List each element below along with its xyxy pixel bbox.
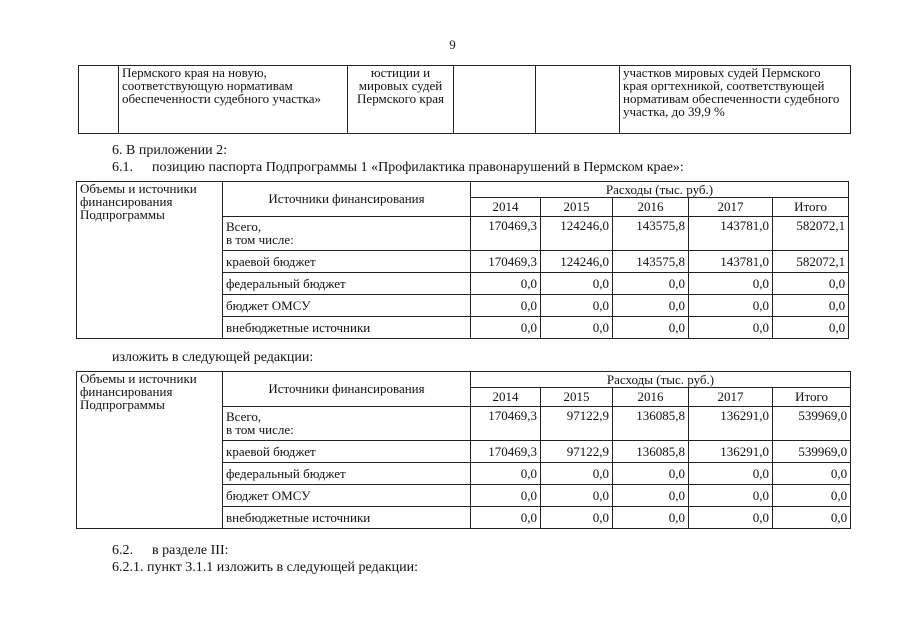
year-header: 2015 (541, 198, 613, 216)
value-cell: 143575,8 (613, 251, 689, 272)
year-header: 2014 (471, 198, 541, 216)
value-cell: 0,0 (689, 485, 773, 506)
value-cell: 136085,8 (613, 441, 689, 462)
continuation-cell-6: участков мировых судей Пермского края оргтехникой, соответствующей нормативам обеспеченности судебного участка, до 39,9 % (620, 66, 851, 134)
value-cell: 143781,0 (689, 251, 773, 272)
value-cell: 0,0 (541, 295, 613, 316)
value-cell: 0,0 (541, 272, 613, 294)
source-name: Всего, в том числе: (223, 406, 471, 441)
item-6-2-text: в разделе III: (152, 543, 229, 558)
funding-table-new (76, 371, 851, 529)
source-name: федеральный бюджет (223, 272, 471, 294)
value-cell: 0,0 (471, 462, 541, 484)
value-cell: 124246,0 (541, 251, 613, 272)
value-cell: 0,0 (541, 506, 613, 528)
value-cell: 170469,3 (471, 251, 541, 272)
year-header: 2017 (689, 388, 773, 406)
source-name: внебюджетные источники (223, 316, 471, 338)
source-name: бюджет ОМСУ (223, 485, 471, 506)
item-6: 6. В приложении 2: (112, 143, 228, 158)
item-6-2-1: 6.2.1. пункт 3.1.1 изложить в следующей редакции: (112, 560, 418, 575)
value-cell: 0,0 (773, 462, 851, 484)
value-cell: 582072,1 (773, 251, 849, 272)
source-name: краевой бюджет (223, 251, 471, 272)
value-cell: 124246,0 (541, 216, 613, 251)
continuation-cell-5 (536, 66, 620, 134)
value-cell: 170469,3 (471, 406, 541, 441)
continuation-cell-4 (454, 66, 536, 134)
year-header: Итого (773, 388, 851, 406)
value-cell: 0,0 (471, 272, 541, 294)
value-cell: 170469,3 (471, 441, 541, 462)
year-header: 2016 (613, 388, 689, 406)
year-header: 2015 (541, 388, 613, 406)
continuation-table (78, 65, 851, 134)
value-cell: 0,0 (541, 316, 613, 338)
value-cell: 0,0 (541, 485, 613, 506)
year-header: 2016 (613, 198, 689, 216)
value-cell: 143781,0 (689, 216, 773, 251)
value-cell: 97122,9 (541, 441, 613, 462)
value-cell: 136291,0 (689, 441, 773, 462)
value-cell: 143575,8 (613, 216, 689, 251)
sources-header: Источники финансирования (223, 372, 471, 407)
year-header: 2014 (471, 388, 541, 406)
funding-label: Объемы и источники финансирования Подпрограммы (77, 372, 223, 529)
value-cell: 136085,8 (613, 406, 689, 441)
value-cell: 0,0 (773, 272, 849, 294)
value-cell: 170469,3 (471, 216, 541, 251)
funding-label: Объемы и источники финансирования Подпрограммы (77, 182, 223, 339)
source-name: федеральный бюджет (223, 462, 471, 484)
value-cell: 0,0 (773, 506, 851, 528)
value-cell: 0,0 (613, 272, 689, 294)
value-cell: 0,0 (773, 316, 849, 338)
value-cell: 0,0 (689, 295, 773, 316)
sources-header: Источники финансирования (223, 182, 471, 217)
restate-text: изложить в следующей редакции: (112, 350, 314, 365)
value-cell: 0,0 (613, 316, 689, 338)
item-6-1-text: позицию паспорта Подпрограммы 1 «Профилактика правонарушений в Пермском крае»: (152, 160, 684, 175)
value-cell: 0,0 (613, 462, 689, 484)
value-cell: 0,0 (471, 485, 541, 506)
value-cell: 0,0 (773, 295, 849, 316)
value-cell: 539969,0 (773, 406, 851, 441)
source-name: краевой бюджет (223, 441, 471, 462)
expenses-header: Расходы (тыс. руб.) (471, 182, 849, 198)
continuation-cell-1 (79, 66, 119, 134)
funding-table-old (76, 181, 849, 339)
value-cell: 0,0 (471, 506, 541, 528)
value-cell: 0,0 (613, 485, 689, 506)
value-cell: 0,0 (471, 295, 541, 316)
value-cell: 136291,0 (689, 406, 773, 441)
value-cell: 0,0 (773, 485, 851, 506)
value-cell: 582072,1 (773, 216, 849, 251)
value-cell: 0,0 (613, 506, 689, 528)
value-cell: 0,0 (689, 506, 773, 528)
value-cell: 0,0 (689, 272, 773, 294)
item-6-2-number: 6.2. (112, 543, 133, 558)
value-cell: 0,0 (471, 316, 541, 338)
expenses-header: Расходы (тыс. руб.) (471, 372, 851, 388)
value-cell: 0,0 (541, 462, 613, 484)
source-name: внебюджетные источники (223, 506, 471, 528)
page-number: 9 (449, 37, 456, 52)
value-cell: 0,0 (613, 295, 689, 316)
year-header: 2017 (689, 198, 773, 216)
source-name: бюджет ОМСУ (223, 295, 471, 316)
continuation-cell-2: Пермского края на новую, соответствующую нормативам обеспеченности судебного участка» (119, 66, 348, 134)
year-header: Итого (773, 198, 849, 216)
source-name: Всего, в том числе: (223, 216, 471, 251)
value-cell: 0,0 (689, 462, 773, 484)
value-cell: 539969,0 (773, 441, 851, 462)
value-cell: 97122,9 (541, 406, 613, 441)
value-cell: 0,0 (689, 316, 773, 338)
continuation-cell-3: юстиции и мировых судей Пермского края (348, 66, 454, 134)
item-6-1-number: 6.1. (112, 160, 133, 175)
